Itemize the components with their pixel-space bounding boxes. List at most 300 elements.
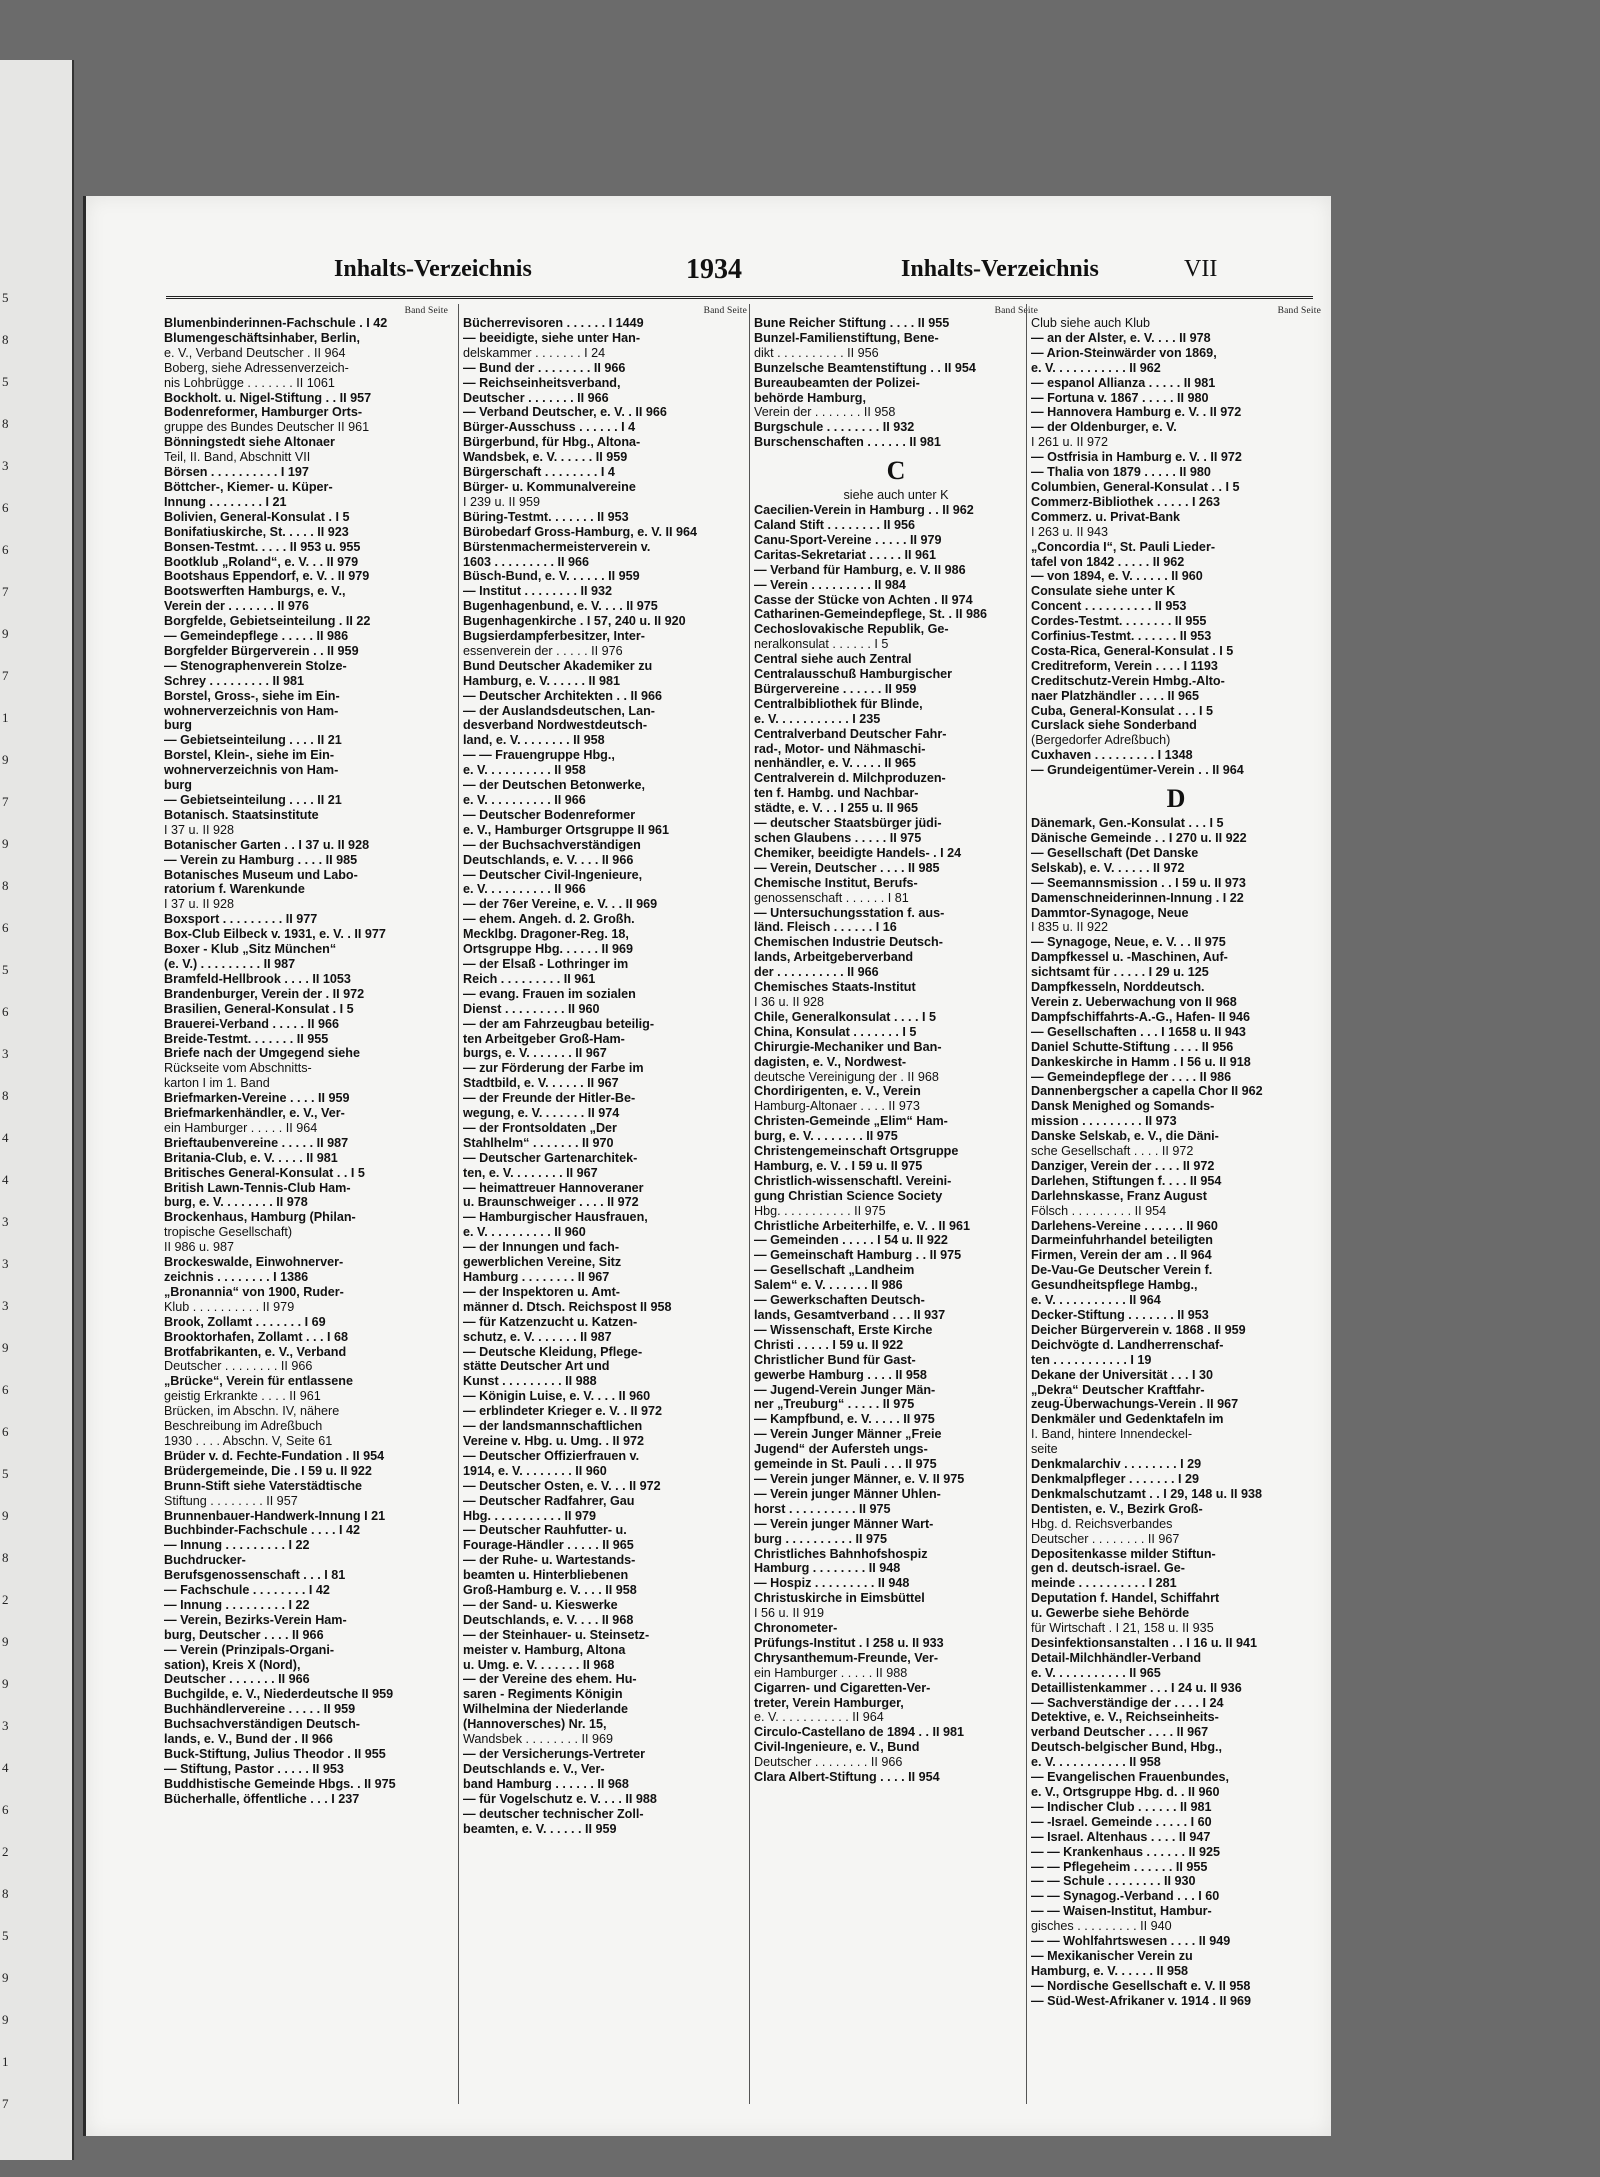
index-entry: Circulo-Castellano de 1894 . . II 981 xyxy=(754,1725,964,1740)
index-entry: genossenschaft . . . . . . I 81 xyxy=(754,890,909,905)
index-entry: — für Vogelschutz e. V. . . . II 988 xyxy=(463,1791,657,1806)
index-entry: Bramfeld-Hellbrook . . . . II 1053 xyxy=(164,971,351,986)
index-entry: Brauerei-Verband . . . . . II 966 xyxy=(164,1016,339,1031)
index-entry: — Deutscher Offizierfrauen v. xyxy=(463,1448,640,1463)
index-entry: Mecklbg. Dragoner-Reg. 18, xyxy=(463,927,629,942)
index-entry: e. V., Hamburger Ortsgruppe II 961 xyxy=(463,822,670,837)
index-entry: I 37 u. II 928 xyxy=(164,897,235,912)
index-entry: siehe auch unter K xyxy=(843,488,949,503)
gutter-fragment: 8 xyxy=(2,878,9,893)
section-letter: C xyxy=(886,456,906,486)
index-entry: Boxsport . . . . . . . . . II 977 xyxy=(164,912,318,927)
index-entry: Dansk Menighed og Somands- xyxy=(1031,1099,1215,1114)
index-entry: Bücherrevisoren . . . . . . I 1449 xyxy=(463,316,644,330)
gutter-fragment: 9 xyxy=(2,1676,9,1691)
index-entry: Christengemeinschaft Ortsgruppe xyxy=(754,1144,959,1159)
index-entry: Stahlhelm“ . . . . . . . II 970 xyxy=(463,1135,614,1150)
index-entry: — Reichseinheitsverband, xyxy=(463,375,621,390)
index-entry: — der Versicherungs-Vertreter xyxy=(463,1747,645,1761)
index-entry: Britisches General-Konsulat . . I 5 xyxy=(164,1165,365,1180)
index-entry: Buchdrucker- xyxy=(164,1553,246,1568)
index-entry: Dannenbergscher a capella Chor II 962 xyxy=(1031,1084,1263,1099)
index-entry: Deicher Bürgerverein v. 1868 . II 959 xyxy=(1031,1322,1246,1337)
index-entry: Caecilien-Verein in Hamburg . . II 962 xyxy=(754,503,974,518)
index-entry: Deutschlands e. V., Ver- xyxy=(463,1761,605,1776)
index-entry: lands, Gesamtverband . . . II 937 xyxy=(754,1308,946,1322)
index-entry: — Synagoge, Neue, e. V. . . II 975 xyxy=(1031,935,1226,950)
index-entry: I 263 u. II 943 xyxy=(1031,524,1109,539)
index-entry: Bune Reicher Stiftung . . . . II 955 xyxy=(754,316,950,330)
index-entry: Brüdergemeinde, Die . I 59 u. II 922 xyxy=(164,1463,372,1478)
index-entry: Wandsbek, e. V. . . . . . II 959 xyxy=(463,450,628,465)
gutter-fragment: 3 xyxy=(2,1256,9,1271)
index-entry: Breide-Testmt. . . . . . . II 955 xyxy=(164,1031,329,1046)
index-entry: — der Vereine des ehem. Hu- xyxy=(463,1672,637,1687)
index-entry: ten, e. V. . . . . . . . II 967 xyxy=(463,1165,598,1180)
index-entry: Chemische Institut, Berufs- xyxy=(754,875,918,890)
index-entry: Buchsachverständigen Deutsch- xyxy=(164,1717,360,1732)
index-entry: — von 1894, e. V. . . . . . II 960 xyxy=(1031,569,1203,584)
index-entry: — Israel. Altenhaus . . . . II 947 xyxy=(1031,1829,1211,1844)
column-heading: Band Seite xyxy=(1277,306,1321,316)
index-entry: Deutscher . . . . . . . II 966 xyxy=(463,390,609,405)
index-entry: Börsen . . . . . . . . . . I 197 xyxy=(164,465,309,480)
index-entry: neralkonsulat . . . . . . I 5 xyxy=(754,637,889,652)
gutter-fragment: 3 xyxy=(2,1214,9,1229)
index-entry: Bürgerbund, für Hbg., Altona- xyxy=(463,435,641,450)
gutter-fragment: 9 xyxy=(2,1634,9,1649)
index-entry: gemeinde in St. Pauli . . . II 975 xyxy=(754,1457,937,1472)
index-entry: — — Wohlfahrtswesen . . . . II 949 xyxy=(1031,1934,1231,1949)
index-entry: — heimattreuer Hannoveraner xyxy=(463,1180,644,1195)
index-entry: Hamburg . . . . . . . . II 967 xyxy=(463,1270,610,1284)
index-entry: Denkmäler und Gedenktafeln im xyxy=(1031,1412,1224,1427)
index-entry: Canu-Sport-Vereine . . . . . II 979 xyxy=(754,532,942,547)
index-entry: beamten u. Hinterbliebenen xyxy=(463,1568,629,1583)
index-entry: mission . . . . . . . . . II 973 xyxy=(1031,1114,1177,1129)
index-entry: delskammer . . . . . . . I 24 xyxy=(463,345,606,360)
index-entry: dagisten, e. V., Nordwest- xyxy=(754,1054,907,1069)
index-entry: Darlehnskasse, Franz August xyxy=(1031,1188,1207,1203)
index-entry: — der Frontsoldaten „Der xyxy=(463,1120,617,1135)
index-entry: Botanischer Garten . . I 37 u. II 928 xyxy=(164,837,370,852)
index-entry: — deutscher technischer Zoll- xyxy=(463,1806,644,1821)
index-entry: Brockenhaus, Hamburg (Philan- xyxy=(164,1210,356,1225)
index-entry: rad-, Motor- und Nähmaschi- xyxy=(754,741,926,756)
index-entry: — Gemeinden . . . . . I 54 u. II 922 xyxy=(754,1233,948,1248)
index-entry: Decker-Stiftung . . . . . . . II 953 xyxy=(1031,1308,1209,1322)
index-entry: burg xyxy=(164,778,192,793)
index-entry: Brüder v. d. Fechte-Fundation . II 954 xyxy=(164,1448,385,1463)
index-entry: Central siehe auch Zentral xyxy=(754,652,912,667)
index-entry: Denkmalschutzamt . . I 29, 148 u. II 938 xyxy=(1031,1486,1262,1501)
index-entry: meinde . . . . . . . . . . I 281 xyxy=(1031,1576,1177,1591)
index-entry: Bonsen-Testmt. . . . . II 953 u. 955 xyxy=(164,539,361,554)
index-entry: Chrysanthemum-Freunde, Ver- xyxy=(754,1650,939,1665)
gutter-fragment: 9 xyxy=(2,1970,9,1985)
index-entry: — Verein Junger Männer „Freie xyxy=(754,1427,942,1442)
index-entry: — für Katzenzucht u. Katzen- xyxy=(463,1314,638,1329)
index-entry: Jugend“ der Aufersteh ungs- xyxy=(754,1442,928,1457)
index-entry: Bönningstedt siehe Altonaer xyxy=(164,435,335,450)
index-entry: Salem“ e. V. . . . . . . II 986 xyxy=(754,1278,903,1293)
index-entry: Borgfelder Bürgerverein . . II 959 xyxy=(164,643,359,658)
index-entry: — Sachverständige der . . . . I 24 xyxy=(1031,1695,1224,1710)
index-entry: Fourage-Händler . . . . . II 965 xyxy=(463,1538,634,1553)
index-entry: (Hannoversches) Nr. 15, xyxy=(463,1717,607,1732)
index-entry: Centralverein d. Milchproduzen- xyxy=(754,771,946,786)
index-entry: Brotfabrikanten, e. V., Verband xyxy=(164,1344,347,1359)
gutter-fragment: 4 xyxy=(2,1760,9,1775)
index-entry: Deutscher . . . . . . . . II 967 xyxy=(1031,1531,1180,1546)
index-entry: Chirurgie-Mechaniker und Ban- xyxy=(754,1039,942,1054)
header-rule xyxy=(166,296,1313,299)
index-entry: Bücherhalle, öffentliche . . . I 237 xyxy=(164,1791,360,1806)
index-entry: (e. V.) . . . . . . . . . II 987 xyxy=(164,956,296,971)
index-entry: Fölsch . . . . . . . . . II 954 xyxy=(1031,1203,1167,1218)
index-entry: Stadtbild, e. V. . . . . . II 967 xyxy=(463,1076,619,1091)
index-entry: Creditschutz-Verein Hmbg.-Alto- xyxy=(1031,673,1225,688)
index-entry: — der Ruhe- u. Wartestands- xyxy=(463,1553,636,1568)
index-entry: — — Schule . . . . . . . . II 930 xyxy=(1031,1874,1196,1889)
index-entry: u. Umg. e. V. . . . . . . II 968 xyxy=(463,1657,615,1672)
index-entry: Deutscher . . . . . . . II 966 xyxy=(164,1672,310,1687)
index-entry: — der am Fahrzeugbau beteilig- xyxy=(463,1016,655,1031)
index-entry: Consulate siehe unter K xyxy=(1031,584,1176,599)
index-entry: gewerblichen Vereine, Sitz xyxy=(463,1255,622,1270)
index-entry: naer Platzhändler . . . . II 965 xyxy=(1031,688,1199,703)
index-entry: Danziger, Verein der . . . . II 972 xyxy=(1031,1158,1215,1173)
index-entry: Deichvögte d. Landherrenschaf- xyxy=(1031,1337,1224,1352)
index-entry: Chile, Generalkonsulat . . . . I 5 xyxy=(754,1009,936,1024)
index-entry: Christlicher Bund für Gast- xyxy=(754,1352,916,1367)
index-entry: Büsch-Bund, e. V. . . . . . II 959 xyxy=(463,569,640,584)
index-entry: Deutscher . . . . . . . . II 966 xyxy=(754,1755,903,1770)
index-entry: sche Gesellschaft . . . . II 972 xyxy=(1031,1144,1194,1159)
gutter-fragment: 8 xyxy=(2,1550,9,1565)
index-entry: — Innung . . . . . . . . . I 22 xyxy=(164,1538,310,1553)
index-entry: e. V. . . . . . . . . . II 960 xyxy=(463,1225,586,1240)
index-entry: ner „Treuburg“ . . . . . II 975 xyxy=(754,1397,915,1412)
index-entry: Darmeinfuhrhandel beteiligten xyxy=(1031,1233,1213,1248)
index-entry: Bolivien, General-Konsulat . I 5 xyxy=(164,509,350,524)
gutter-fragment: 3 xyxy=(2,1046,9,1061)
index-entry: — Gemeindepflege der . . . . II 986 xyxy=(1031,1069,1232,1084)
index-entry: Vereine v. Hbg. u. Umg. . II 972 xyxy=(463,1433,645,1448)
index-entry: Kunst . . . . . . . . . II 988 xyxy=(463,1374,597,1389)
index-entry: u. Gewerbe siehe Behörde xyxy=(1031,1606,1190,1621)
index-entry: geistig Erkrankte . . . . II 961 xyxy=(164,1389,321,1404)
index-entry: Dampfschiffahrts-A.-G., Hafen- II 946 xyxy=(1031,1009,1251,1024)
index-entry: Curslack siehe Sonderband xyxy=(1031,718,1197,733)
index-entry: — Gebietseinteilung . . . . II 21 xyxy=(164,733,342,748)
index-entry: — beeidigte, siehe unter Han- xyxy=(463,330,641,345)
header-left-title: Inhalts-Verzeichnis xyxy=(334,256,532,282)
index-entry: Bootswerften Hamburgs, e. V., xyxy=(164,584,346,599)
index-entry: Hamburg, e. V. . I 59 u. II 975 xyxy=(754,1158,923,1173)
index-entry: — der Deutschen Betonwerke, xyxy=(463,778,645,793)
index-entry: — Verein junger Männer Wart- xyxy=(754,1516,934,1531)
index-entry: British Lawn-Tennis-Club Ham- xyxy=(164,1180,351,1195)
index-entry: — Kampfbund, e. V. . . . . II 975 xyxy=(754,1412,935,1427)
index-entry: — Verband Deutscher, e. V. . II 966 xyxy=(463,405,667,420)
gutter-fragment: 5 xyxy=(2,1928,9,1943)
index-entry: — zur Förderung der Farbe im xyxy=(463,1061,644,1076)
index-entry: — ehem. Angeh. d. 2. Großh. xyxy=(463,912,635,927)
index-entry: der . . . . . . . . . . II 966 xyxy=(754,965,879,980)
index-entry: Brooktorhafen, Zollamt . . . I 68 xyxy=(164,1329,349,1344)
gutter-fragment: 4 xyxy=(2,1130,9,1145)
index-entry: Cordes-Testmt. . . . . . . . II 955 xyxy=(1031,614,1207,629)
index-entry: — Deutscher Architekten . . II 966 xyxy=(463,688,663,703)
index-entry: II 986 u. 987 xyxy=(164,1240,235,1255)
index-entry: lands, e. V., Bund der . II 966 xyxy=(164,1732,333,1747)
index-entry: e. V. . . . . . . . . . . II 965 xyxy=(1031,1665,1161,1680)
index-entry: — — Frauengruppe Hbg., xyxy=(463,748,615,763)
index-entry: (Bergedorfer Adreßbuch) xyxy=(1031,733,1171,748)
index-entry: ten . . . . . . . . . . . I 19 xyxy=(1031,1352,1152,1367)
index-entry: Brook, Zollamt . . . . . . . I 69 xyxy=(164,1314,326,1329)
index-entry: beamten, e. V. . . . . . II 959 xyxy=(463,1821,617,1836)
index-entry: Brasilien, General-Konsulat . I 5 xyxy=(164,1001,354,1016)
index-entry: Chemisches Staats-Institut xyxy=(754,980,916,995)
index-entry: e. V., Verband Deutscher . II 964 xyxy=(164,345,346,360)
index-entry: Detektive, e. V., Reichseinheits- xyxy=(1031,1710,1219,1725)
column-heading: Band Seite xyxy=(404,306,448,316)
header-year: 1934 xyxy=(686,254,742,285)
index-entry: desverband Nordwestdeutsch- xyxy=(463,718,648,733)
index-entry: wohnerverzeichnis von Ham- xyxy=(164,763,339,778)
index-entry: Dekane der Universität . . . I 30 xyxy=(1031,1367,1213,1382)
index-entry: — Deutscher Civil-Ingenieure, xyxy=(463,867,643,882)
index-entry: — erblindeter Krieger e. V. . II 972 xyxy=(463,1404,663,1419)
index-entry: I 261 u. II 972 xyxy=(1031,435,1109,450)
index-entry: Boxer - Klub „Sitz München“ xyxy=(164,942,337,957)
index-entry: für Wirtschaft . I 21, 158 u. II 935 xyxy=(1031,1621,1214,1636)
index-entry: Gesundheitspflege Hambg., xyxy=(1031,1278,1198,1293)
index-entry: Chemiker, beeidigte Handels- . I 24 xyxy=(754,845,962,860)
index-entry: — Gesellschaften . . . I 1658 u. II 943 xyxy=(1031,1024,1246,1039)
index-entry: burg, e. V. . . . . . . . II 975 xyxy=(754,1129,898,1144)
index-entry: — Verein (Prinzipals-Organi- xyxy=(164,1642,335,1657)
gutter-fragment: 5 xyxy=(2,962,9,977)
index-entry: Buddhistische Gemeinde Hbgs. . II 975 xyxy=(164,1776,396,1791)
index-entry: — Hamburgischer Hausfrauen, xyxy=(463,1210,648,1225)
index-entry: — Gesellschaft (Det Danske xyxy=(1031,845,1199,860)
index-entry: tropische Gesellschaft) xyxy=(164,1225,293,1240)
index-entry: Firmen, Verein der am . . II 964 xyxy=(1031,1248,1212,1263)
index-entry: Berufsgenossenschaft . . . I 81 xyxy=(164,1568,346,1583)
index-entry: Bürgerschaft . . . . . . . . I 4 xyxy=(463,465,615,480)
gutter-fragment: 1 xyxy=(2,710,9,725)
index-entry: Christliche Arbeiterhilfe, e. V. . II 961 xyxy=(754,1218,971,1233)
gutter-fragment: 1 xyxy=(2,2054,9,2069)
index-entry: — Gemeinschaft Hamburg . . II 975 xyxy=(754,1248,962,1263)
index-entry: I 835 u. II 922 xyxy=(1031,920,1109,935)
index-entry: Bürstenmachermeisterverein v. xyxy=(463,539,651,554)
index-entry: — der Innungen und fach- xyxy=(463,1240,620,1255)
index-entry: — espanol Allianza . . . . . II 981 xyxy=(1031,375,1216,390)
index-entry: e. V. . . . . . . . . . II 966 xyxy=(463,882,586,897)
gutter-fragment: 2 xyxy=(2,1844,9,1859)
index-entry: — Innung . . . . . . . . . I 22 xyxy=(164,1597,310,1612)
index-entry: Blumengeschäftsinhaber, Berlin, xyxy=(164,330,360,345)
section-letter: D xyxy=(1166,784,1186,814)
index-entry: ratorium f. Warenkunde xyxy=(164,882,305,897)
index-entry: China, Konsulat . . . . . . . I 5 xyxy=(754,1024,917,1039)
gutter-fragment: 4 xyxy=(2,1172,9,1187)
index-entry: sichtsamt für . . . . . I 29 u. 125 xyxy=(1031,965,1209,980)
index-entry: e. V. . . . . . . . . . . I 235 xyxy=(754,711,881,726)
index-entry: — Thalia von 1879 . . . . . II 980 xyxy=(1031,465,1211,480)
index-entry: Commerz. u. Privat-Bank xyxy=(1031,509,1181,524)
gutter-fragment: 9 xyxy=(2,1340,9,1355)
index-entry: Bugenhagenbund, e. V. . . . II 975 xyxy=(463,599,658,614)
index-entry: e. V. . . . . . . . . . II 958 xyxy=(463,763,586,778)
index-entry: städte, e. V. . . I 255 u. II 965 xyxy=(754,801,919,816)
index-entry: Cuba, General-Konsulat . . . I 5 xyxy=(1031,703,1213,718)
index-entry: I. Band, hintere Innendeckel- xyxy=(1031,1427,1193,1442)
index-entry: — deutscher Staatsbürger jüdi- xyxy=(754,816,942,831)
column-heading: Band Seite xyxy=(703,306,747,316)
index-entry: — -Israel. Gemeinde . . . . . I 60 xyxy=(1031,1814,1212,1829)
index-entry: — Gewerkschaften Deutsch- xyxy=(754,1293,925,1308)
index-entry: e. V. . . . . . . . . . . II 962 xyxy=(1031,360,1161,375)
index-column-4 xyxy=(1026,304,1321,2104)
index-entry: „Dekra“ Deutscher Kraftfahr- xyxy=(1031,1382,1205,1397)
index-entry: burg xyxy=(164,718,192,733)
index-entry: lands, Arbeitgeberverband xyxy=(754,950,914,965)
index-entry: — evang. Frauen im sozialen xyxy=(463,986,636,1001)
index-entry: Christuskirche in Eimsbüttel xyxy=(754,1591,925,1606)
index-entry: Buchgilde, e. V., Niederdeutsche II 959 xyxy=(164,1687,394,1702)
index-entry: Cechoslovakische Republik, Ge- xyxy=(754,622,949,637)
index-entry: Bunzelsche Beamtenstiftung . . II 954 xyxy=(754,360,976,375)
index-entry: — der Buchsachverständigen xyxy=(463,837,641,852)
index-entry: tafel von 1842 . . . . . II 962 xyxy=(1031,554,1185,569)
index-entry: — Mexikanischer Verein zu xyxy=(1031,1948,1193,1963)
index-entry: — der Oldenburger, e. V. xyxy=(1031,420,1177,435)
index-entry: ten Arbeitgeber Groß-Ham- xyxy=(463,1031,625,1046)
gutter-fragment: 9 xyxy=(2,752,9,767)
index-entry: essenverein der . . . . . II 976 xyxy=(463,643,623,658)
index-entry: Hamburg . . . . . . . . II 948 xyxy=(754,1561,901,1576)
index-entry: — — Pflegeheim . . . . . . II 955 xyxy=(1031,1859,1208,1874)
index-entry: Cuxhaven . . . . . . . . . I 1348 xyxy=(1031,748,1193,763)
index-entry: Briefmarkenhändler, e. V., Ver- xyxy=(164,1106,345,1121)
index-entry: Costa-Rica, General-Konsulat . I 5 xyxy=(1031,643,1234,658)
index-entry: Briefmarken-Vereine . . . . II 959 xyxy=(164,1091,350,1106)
index-entry: Clara Albert-Stiftung . . . . II 954 xyxy=(754,1770,940,1785)
index-entry: — Deutscher Osten, e. V. . . II 972 xyxy=(463,1478,661,1493)
index-entry: Bund Deutscher Akademiker zu xyxy=(463,658,653,673)
index-entry: zeichnis . . . . . . . . I 1386 xyxy=(164,1270,309,1284)
index-column-1 xyxy=(164,304,448,1807)
index-entry: Bürobedarf Gross-Hamburg, e. V. II 964 xyxy=(463,524,697,539)
index-entry: Deutschlands, e. V. . . . II 968 xyxy=(463,1612,634,1627)
index-entry: Brunn-Stift siehe Vaterstädtische xyxy=(164,1478,363,1493)
index-entry: — der Sand- u. Kieswerke xyxy=(463,1597,618,1612)
index-entry: — Institut . . . . . . . . II 932 xyxy=(463,584,613,599)
index-entry: Detail-Milchhändler-Verband xyxy=(1031,1650,1202,1665)
index-entry: Blumenbinderinnen-Fachschule . I 42 xyxy=(164,316,388,330)
index-entry: 1603 . . . . . . . . . II 966 xyxy=(463,554,590,569)
index-entry: e. V. . . . . . . . . . II 966 xyxy=(463,793,586,807)
index-entry: I 56 u. II 919 xyxy=(754,1606,825,1621)
gutter-fragment: 7 xyxy=(2,794,9,809)
index-entry: Chemischen Industrie Deutsch- xyxy=(754,935,943,950)
index-entry: Brandenburger, Verein der . II 972 xyxy=(164,986,365,1001)
index-entry: gisches . . . . . . . . . II 940 xyxy=(1031,1919,1172,1934)
index-entry: — Ostfrisia in Hamburg e. V. . II 972 xyxy=(1031,450,1242,465)
index-entry: Wandsbek . . . . . . . . II 969 xyxy=(463,1732,614,1747)
index-entry: Darlehen, Stiftungen f. . . . II 954 xyxy=(1031,1173,1222,1188)
index-entry: Brücken, im Abschn. IV, nähere xyxy=(164,1404,340,1419)
gutter-fragment: 6 xyxy=(2,500,9,515)
index-entry: — der Freunde der Hitler-Be- xyxy=(463,1091,636,1106)
gutter-fragment: 2 xyxy=(2,1592,9,1607)
index-entry: gung Christian Science Society xyxy=(754,1188,943,1203)
index-entry: verband Deutscher . . . . II 967 xyxy=(1031,1725,1209,1740)
index-entry: Cigarren- und Cigaretten-Ver- xyxy=(754,1680,931,1695)
gutter-fragment: 9 xyxy=(2,2012,9,2027)
index-entry: I 37 u. II 928 xyxy=(164,822,235,837)
index-entry: — Bund der . . . . . . . . II 966 xyxy=(463,360,626,375)
index-entry: De-Vau-Ge Deutscher Verein f. xyxy=(1031,1263,1213,1278)
index-entry: Bodenreformer, Hamburger Orts- xyxy=(164,405,363,420)
index-entry: Darlehens-Vereine . . . . . . II 960 xyxy=(1031,1218,1218,1233)
index-entry: — Stenographenverein Stolze- xyxy=(164,658,347,673)
index-entry: Dienst . . . . . . . . . II 960 xyxy=(463,1001,600,1016)
index-entry: u. Braunschweiger . . . . II 972 xyxy=(463,1195,639,1210)
index-entry: saren - Regiments Königin xyxy=(463,1687,623,1702)
gutter-fragment: 8 xyxy=(2,332,9,347)
index-entry: Stiftung . . . . . . . . II 957 xyxy=(164,1493,298,1508)
gutter-fragment: 6 xyxy=(2,1424,9,1439)
index-entry: — Hospiz . . . . . . . . . II 948 xyxy=(754,1576,910,1591)
index-entry: Caritas-Sekretariat . . . . . II 961 xyxy=(754,547,937,562)
index-entry: band Hamburg . . . . . . II 968 xyxy=(463,1776,629,1791)
index-entry: — Verein . . . . . . . . . II 984 xyxy=(754,577,906,592)
index-entry: — Fachschule . . . . . . . . I 42 xyxy=(164,1583,330,1598)
index-entry: — Jugend-Verein Junger Män- xyxy=(754,1382,936,1397)
index-entry: Casse der Stücke von Achten . II 974 xyxy=(754,592,973,607)
index-entry: nenhändler, e. V. . . . . II 965 xyxy=(754,756,916,771)
index-entry: Groß-Hamburg e. V. . . . II 958 xyxy=(463,1583,637,1598)
index-entry: gewerbe Hamburg . . . . II 958 xyxy=(754,1367,927,1382)
index-entry: — Verein zu Hamburg . . . . II 985 xyxy=(164,852,358,867)
gutter-fragment: 5 xyxy=(2,1466,9,1481)
index-entry: Detaillistenkammer . . . I 24 u. II 936 xyxy=(1031,1680,1242,1695)
index-entry: — Stiftung, Pastor . . . . . II 953 xyxy=(164,1761,344,1776)
index-entry: Deputation f. Handel, Schiffahrt xyxy=(1031,1591,1220,1606)
index-entry: Reich . . . . . . . . . II 961 xyxy=(463,971,596,986)
index-entry: Bugenhagenkirche . I 57, 240 u. II 920 xyxy=(463,614,686,629)
index-entry: Hamburg, e. V. . . . . . II 981 xyxy=(463,673,621,688)
index-entry: behörde Hamburg, xyxy=(754,390,866,405)
index-entry: Buck-Stiftung, Julius Theodor . II 955 xyxy=(164,1747,386,1761)
index-entry: Christi . . . . . I 59 u. II 922 xyxy=(754,1337,904,1352)
index-entry: Catharinen-Gemeindepflege, St. . II 986 xyxy=(754,607,988,622)
index-entry: schutz, e. V. . . . . . . II 987 xyxy=(463,1329,612,1344)
index-entry: Teil, II. Band, Abschnitt VII xyxy=(164,450,311,465)
index-entry: ten f. Hambg. und Nachbar- xyxy=(754,786,919,801)
index-entry: Burschenschaften . . . . . . II 981 xyxy=(754,435,941,450)
index-entry: Chordirigenten, e. V., Verein xyxy=(754,1084,921,1099)
index-entry: Chronometer- xyxy=(754,1621,838,1636)
index-page xyxy=(83,196,1331,2136)
index-entry: — Deutscher Rauhfutter- u. xyxy=(463,1523,627,1538)
